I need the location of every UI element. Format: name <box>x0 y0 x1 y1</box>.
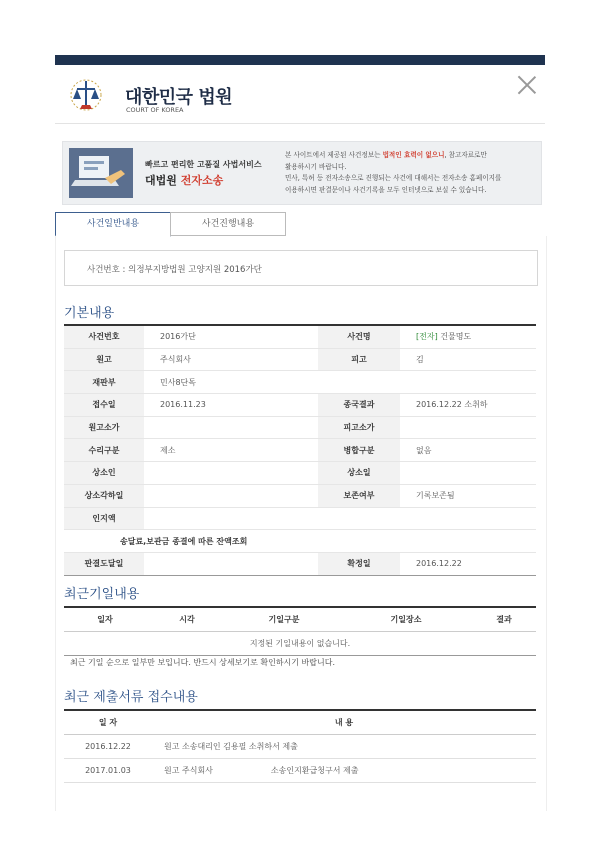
recent-hearing-title: 최근기일내용 <box>64 587 140 602</box>
value-case-number: 2016가단 <box>144 325 318 348</box>
col-hearing-type: 기일구분 <box>228 607 340 632</box>
col-hearing-place: 기일장소 <box>340 607 472 632</box>
banner-tagline: 빠르고 편리한 고품질 사법서비스 <box>145 160 262 169</box>
table-row <box>64 735 536 759</box>
label-judgment-delivery: 판결도달일 <box>64 552 144 575</box>
col-doc-content: 내 용 <box>152 710 536 735</box>
col-time: 시각 <box>146 607 228 632</box>
close-icon[interactable] <box>515 73 539 97</box>
value-merge-type: 없음 <box>400 439 536 462</box>
table-row <box>64 759 536 783</box>
table-row <box>64 484 536 507</box>
table-header-row <box>64 607 536 632</box>
value-confirmed-date: 2016.12.22 <box>400 552 536 575</box>
table-row <box>64 439 536 462</box>
label-receipt-type: 수리구분 <box>64 439 144 462</box>
label-appellant: 상소인 <box>64 462 144 485</box>
info-text-red: 법적인 효력이 없으니 <box>382 151 445 159</box>
docs-section-title: 최근 제출서류 접수내용 <box>64 690 198 705</box>
table-row <box>64 416 536 439</box>
banner-prefix: 대법원 <box>145 174 181 187</box>
value-division: 민사8단독 <box>144 371 536 394</box>
case-number-box <box>64 250 538 286</box>
electronic-tag: [전자] <box>416 332 438 342</box>
table-row <box>64 394 536 417</box>
site-header <box>55 65 545 124</box>
value-appeal-date <box>400 462 536 485</box>
value-defendant: 김 <box>400 348 536 371</box>
value-appeal-dismissed <box>144 484 318 507</box>
col-doc-date: 일 자 <box>64 710 152 735</box>
tab-progress[interactable]: 사건진행내용 <box>170 212 286 236</box>
label-final-result: 종국결과 <box>318 394 400 417</box>
case-number: 사건번호 : 의정부지방법원 고양지원 2016가단 <box>87 265 262 275</box>
hearing-note: 최근 기일 순으로 일부만 보입니다. 반드시 상세보기로 확인하시기 바랍니다. <box>70 658 335 667</box>
value-preservation: 기록보존됨 <box>400 484 536 507</box>
label-merge-type: 병합구분 <box>318 439 400 462</box>
e-litigation-banner[interactable] <box>62 141 542 205</box>
value-receipt-type: 제소 <box>144 439 318 462</box>
doc-date: 2017.01.03 <box>64 759 152 783</box>
doc-content <box>152 735 536 759</box>
value-judgment-delivery <box>144 552 318 575</box>
doc-date: 2016.12.22 <box>64 735 152 759</box>
value-stamp-fee <box>144 507 536 530</box>
table-header-row <box>64 710 536 735</box>
label-defendant: 피고 <box>318 348 400 371</box>
court-emblem-icon <box>68 75 104 115</box>
site-title: 대한민국 법원 <box>125 87 233 108</box>
banner-highlight: 전자소송 <box>180 174 224 187</box>
case-tabs <box>55 212 545 236</box>
table-row <box>64 462 536 485</box>
value-appellant <box>144 462 318 485</box>
tab-general[interactable]: 사건일반내용 <box>55 212 171 237</box>
doc-content <box>152 759 536 783</box>
label-preservation: 보존여부 <box>318 484 400 507</box>
basic-section-title: 기본내용 <box>64 306 115 321</box>
case-name-text: 건물명도 <box>440 332 472 342</box>
doc-content-text: 소송인지환급청구서 제출 <box>270 766 359 775</box>
label-received-date: 접수일 <box>64 394 144 417</box>
laptop-illustration-icon <box>69 148 133 198</box>
label-appeal-date: 상소일 <box>318 462 400 485</box>
label-case-name: 사건명 <box>318 325 400 348</box>
label-defendant-amount: 피고소가 <box>318 416 400 439</box>
table-row <box>64 552 536 575</box>
doc-content-text: 원고 주식회사 <box>164 766 213 775</box>
site-subtitle: COURT OF KOREA <box>126 106 184 114</box>
value-case-name <box>400 325 536 348</box>
label-confirmed-date: 확정일 <box>318 552 400 575</box>
value-defendant-amount <box>400 416 536 439</box>
top-accent-bar <box>55 55 545 65</box>
col-date: 일자 <box>64 607 146 632</box>
info-text-b: , 참고자료로만 <box>444 151 487 159</box>
table-row <box>64 371 536 394</box>
value-plaintiff: 주식회사 <box>144 348 318 371</box>
doc-content-text: 원고 소송대리인 김용필 소취하서 제출 <box>164 742 298 751</box>
label-appeal-dismissed: 상소각하일 <box>64 484 144 507</box>
recent-hearing-table <box>64 606 536 656</box>
col-result: 결과 <box>472 607 536 632</box>
table-row <box>64 632 536 656</box>
label-stamp-fee: 인지액 <box>64 507 144 530</box>
value-received-date: 2016.11.23 <box>144 394 318 417</box>
empty-message: 지정된 기일내용이 없습니다. <box>64 632 536 656</box>
label-case-number: 사건번호 <box>64 325 144 348</box>
value-plaintiff-amount <box>144 416 318 439</box>
banner-service-name <box>145 172 223 188</box>
table-row <box>64 348 536 371</box>
info-text-2: 활용하시기 바랍니다. <box>285 162 347 171</box>
label-division: 재판부 <box>64 371 144 394</box>
label-plaintiff-amount: 원고소가 <box>64 416 144 439</box>
info-text-a: 본 사이트에서 제공된 사건정보는 <box>285 151 383 159</box>
info-text-3: 민사, 특허 등 전자소송으로 진행되는 사건에 대해서는 전자소송 홈페이지를 <box>285 174 502 182</box>
label-plaintiff: 원고 <box>64 348 144 371</box>
submitted-docs-table <box>64 709 536 783</box>
table-row <box>64 325 536 348</box>
basic-info-table <box>64 324 536 576</box>
balance-inquiry-link[interactable]: 송달료,보관금 종결에 따른 잔액조회 <box>64 530 536 553</box>
banner-info-text <box>285 150 537 196</box>
table-row <box>64 507 536 530</box>
value-final-result: 2016.12.22 소취하 <box>400 394 536 417</box>
table-row <box>64 530 536 553</box>
info-text-4: 이용하시면 판결문이나 사건기록을 모두 인터넷으로 보실 수 있습니다. <box>285 185 487 194</box>
